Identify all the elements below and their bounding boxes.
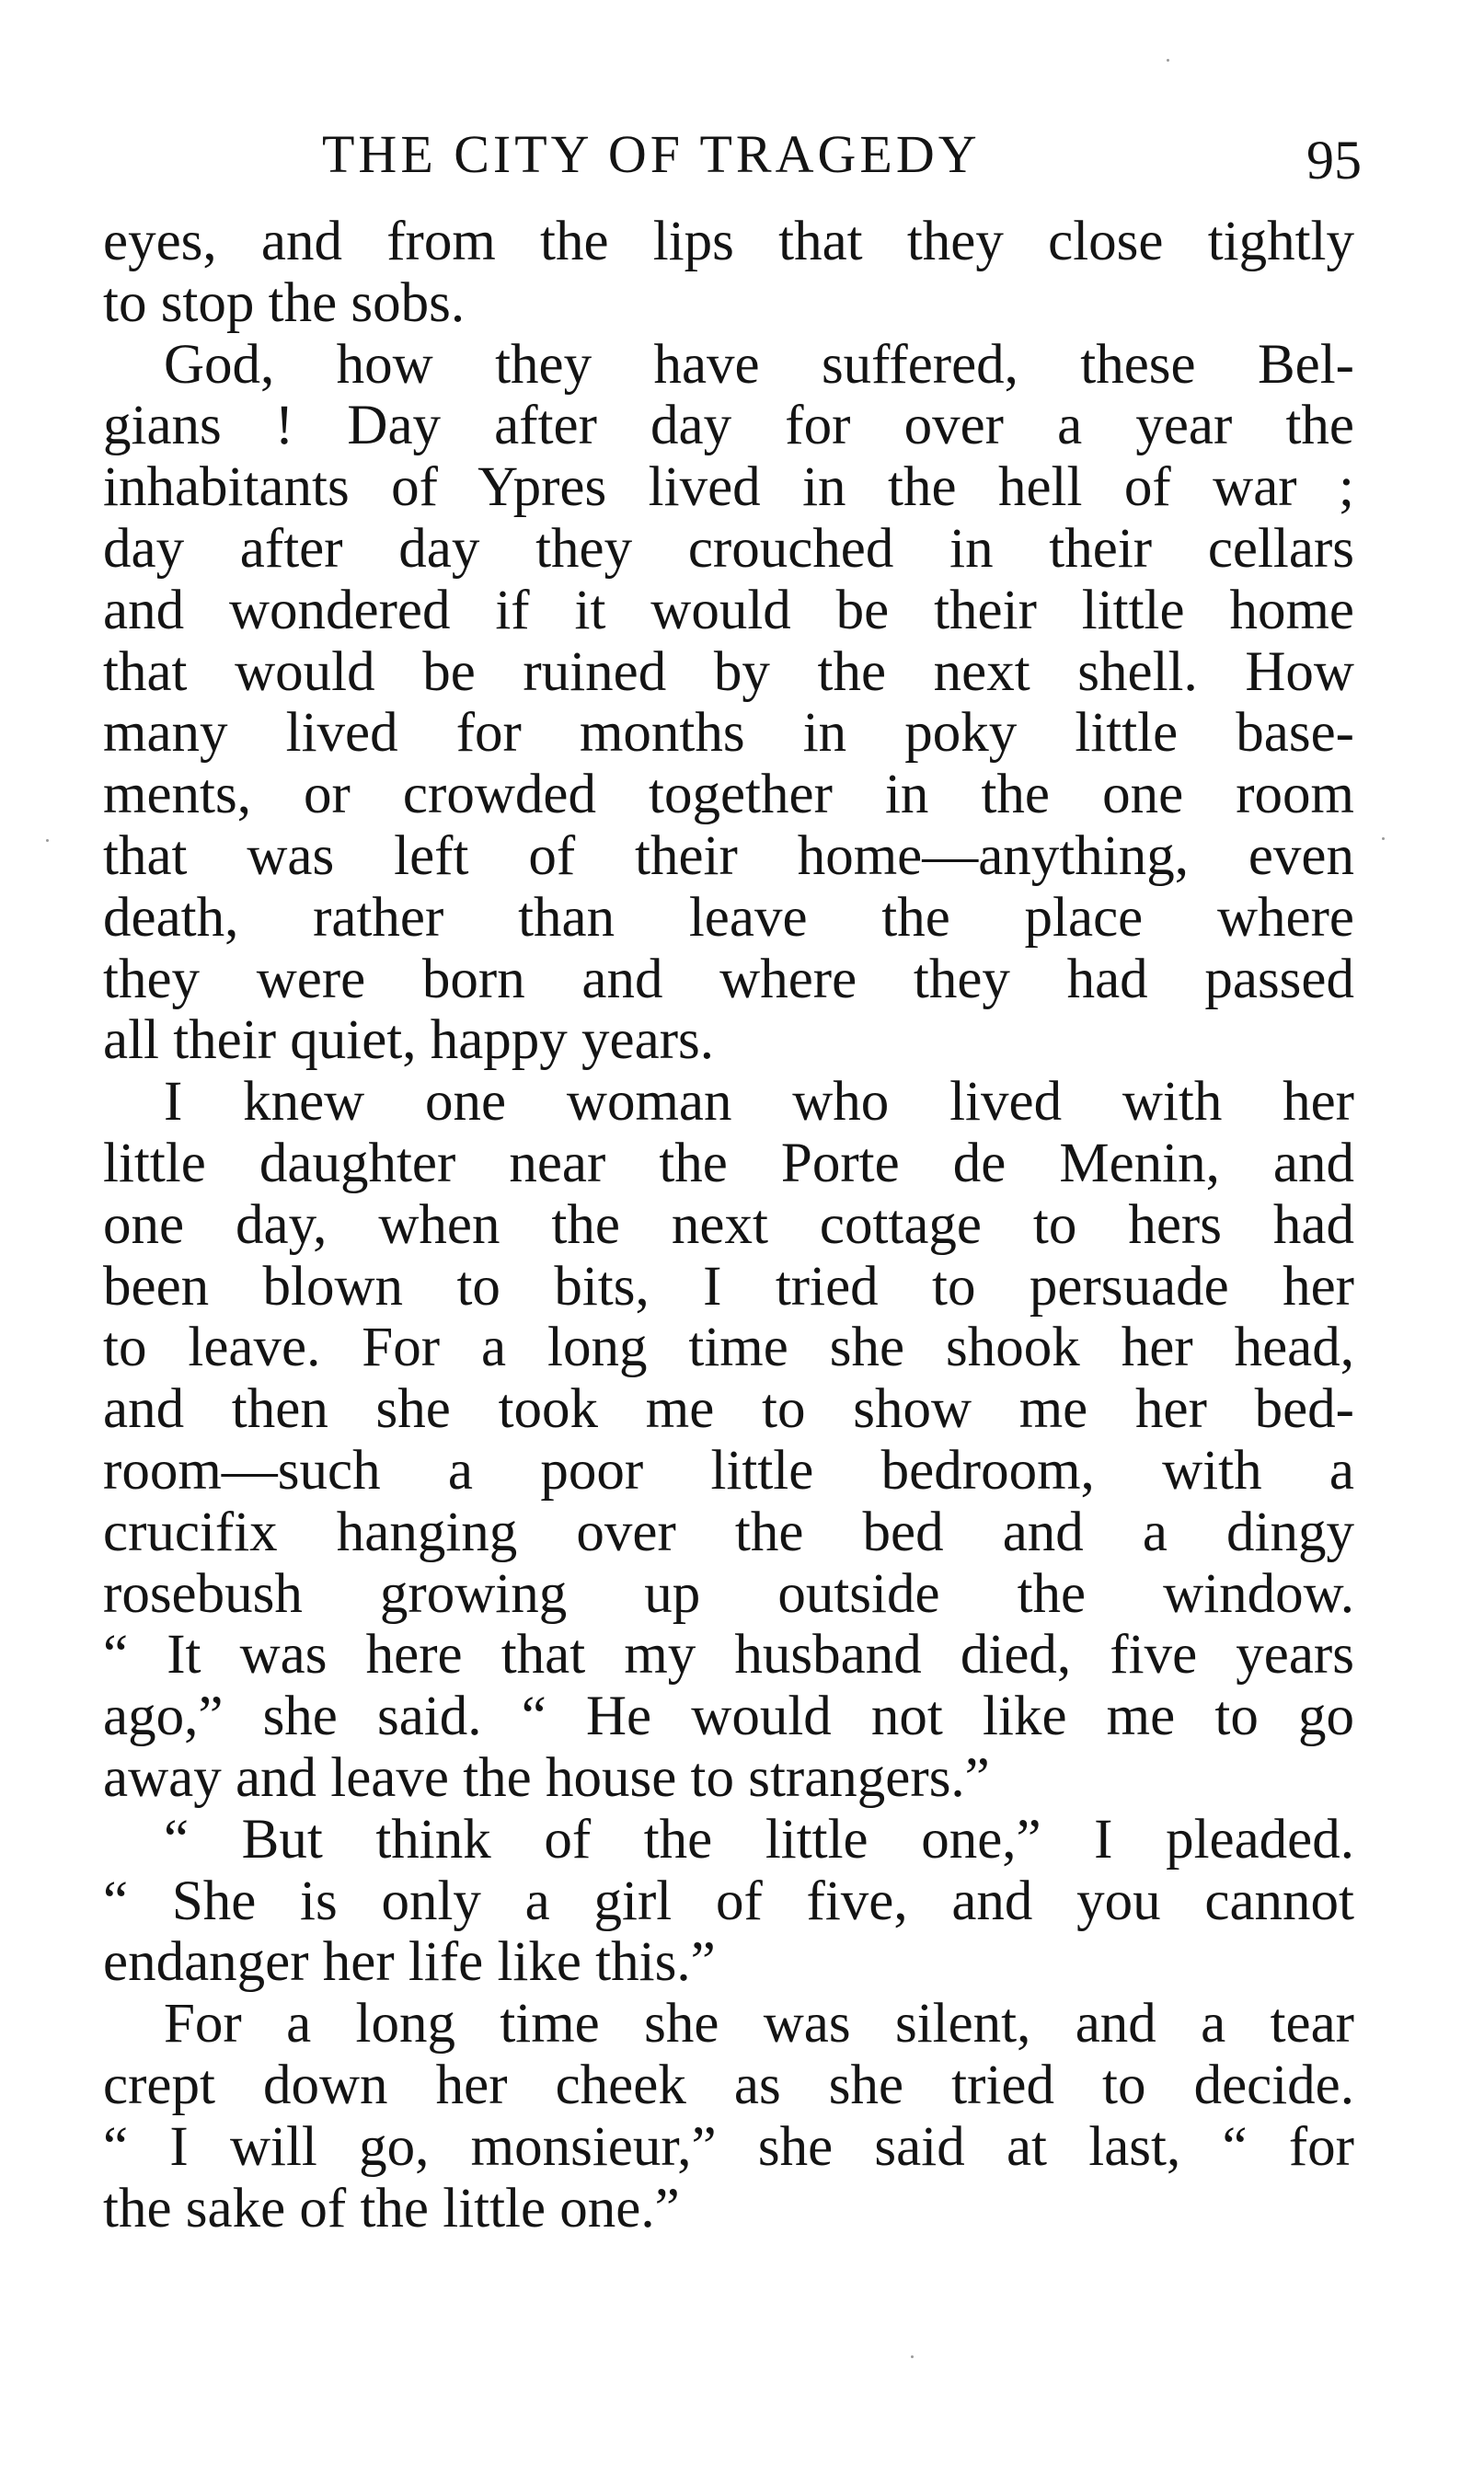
text-line: one day, when the next cottage to hers had bbox=[103, 1193, 1354, 1256]
text-line: I knew one woman who lived with her bbox=[164, 1071, 1354, 1134]
text-line: room—such a poor little bedroom, with a bbox=[103, 1439, 1354, 1502]
text-line: endanger her life like this.” bbox=[103, 1931, 716, 1994]
scan-speck bbox=[911, 2355, 914, 2358]
page-number: 95 bbox=[1306, 130, 1362, 190]
text-line: away and leave the house to strangers.” bbox=[103, 1746, 990, 1809]
text-line: the sake of the little one.” bbox=[103, 2177, 680, 2239]
text-line: God, how they have suffered, these Bel- bbox=[164, 333, 1354, 396]
text-line: gians ! Day after day for over a year the bbox=[103, 395, 1354, 457]
text-line: For a long time she was silent, and a tear bbox=[164, 1993, 1354, 2055]
text-line: and then she took me to show me her bed- bbox=[103, 1378, 1354, 1441]
scan-speck bbox=[46, 839, 49, 842]
text-line: inhabitants of Ypres lived in the hell of war ; bbox=[103, 456, 1354, 519]
text-line: “ She is only a girl of five, and you cannot bbox=[103, 1870, 1354, 1932]
text-line: ments, or crowded together in the one room bbox=[103, 764, 1354, 826]
text-line: “ I will go, monsieur,” she said at last, “ for bbox=[103, 2115, 1354, 2178]
text-line: to leave. For a long time she shook her head, bbox=[103, 1317, 1354, 1379]
scan-speck bbox=[1382, 837, 1385, 840]
text-line: that was left of their home—anything, even bbox=[103, 824, 1354, 887]
text-line: to stop the sobs. bbox=[103, 271, 466, 334]
body-text bbox=[103, 212, 1354, 2239]
text-line: all their quiet, happy years. bbox=[103, 1009, 715, 1072]
text-line: crept down her cheek as she tried to decide. bbox=[103, 2054, 1354, 2116]
text-line: that would be ruined by the next shell. How bbox=[103, 640, 1354, 703]
text-line: “ But think of the little one,” I pleaded. bbox=[164, 1808, 1354, 1871]
text-line: and wondered if it would be their little home bbox=[103, 579, 1354, 641]
running-head bbox=[101, 118, 1362, 191]
text-line: ago,” she said. “ He would not like me to go bbox=[103, 1686, 1354, 1748]
text-line: little daughter near the Porte de Menin, and bbox=[103, 1132, 1354, 1194]
text-line: day after day they crouched in their cellars bbox=[103, 517, 1354, 580]
text-line: crucifix hanging over the bed and a dingy bbox=[103, 1501, 1354, 1563]
text-line: been blown to bits, I tried to persuade her bbox=[103, 1255, 1354, 1318]
text-line: “ It was here that my husband died, five years bbox=[103, 1624, 1354, 1686]
text-line: rosebush growing up outside the window. bbox=[103, 1562, 1354, 1625]
text-line: they were born and where they had passed bbox=[103, 948, 1354, 1010]
running-title: THE CITY OF TRAGEDY bbox=[322, 124, 981, 184]
text-line: eyes, and from the lips that they close tightly bbox=[103, 211, 1354, 272]
text-line: death, rather than leave the place where bbox=[103, 886, 1354, 949]
text-line: many lived for months in poky little base- bbox=[103, 702, 1354, 765]
scan-speck bbox=[1167, 59, 1169, 62]
